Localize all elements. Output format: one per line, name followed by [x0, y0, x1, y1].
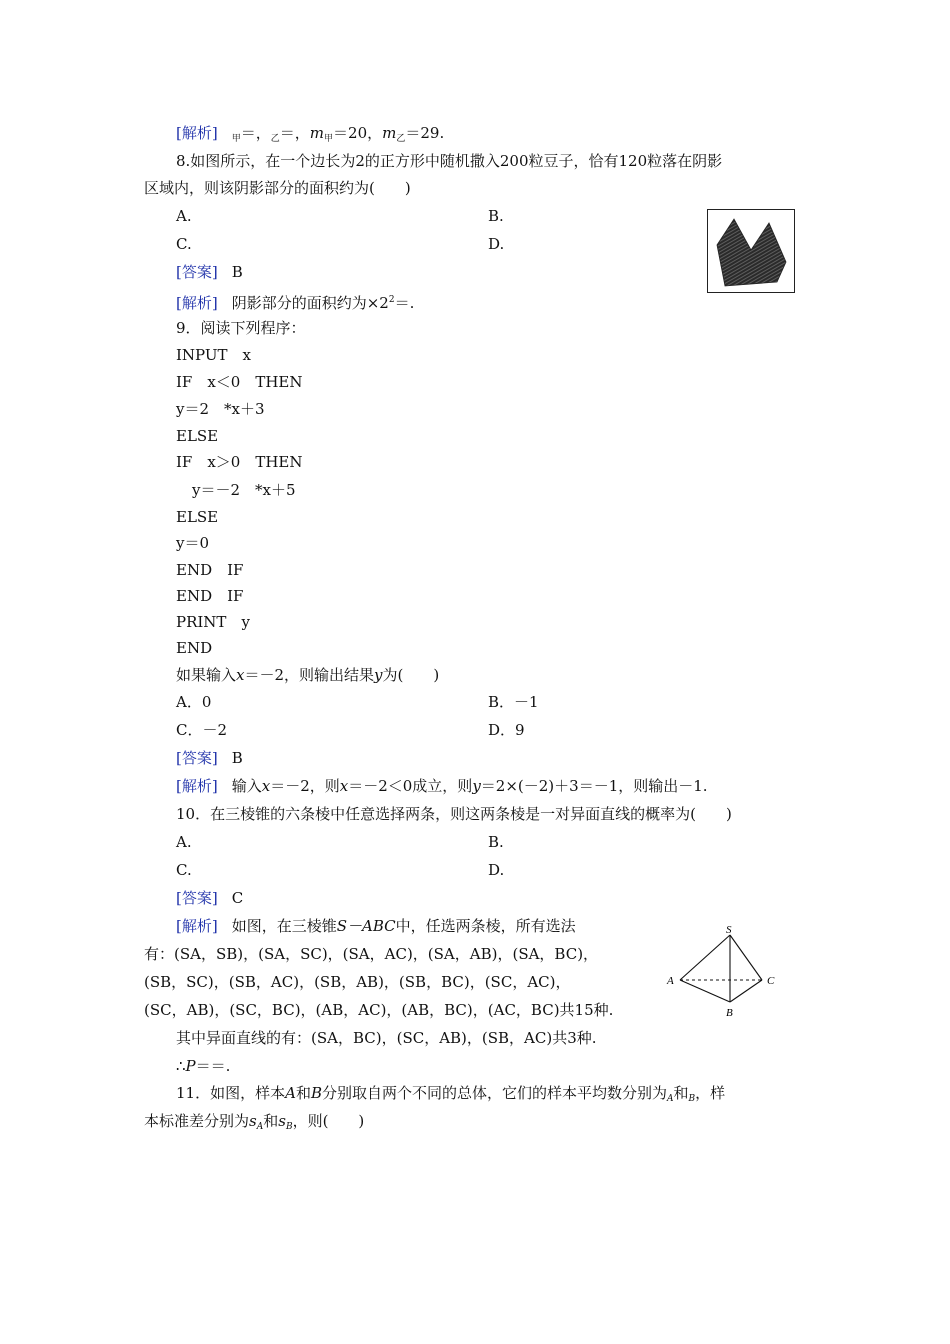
- analysis-tag: [解析]: [176, 124, 218, 142]
- answer-tag: [答案]: [176, 889, 218, 907]
- q11-stem-line2: 本标准差分别为$s_A$和$s_B$，则( ): [144, 1112, 365, 1132]
- q10-analysis-line6: ∴P＝＝.: [176, 1057, 231, 1075]
- code-line: IF x＜0 THEN: [176, 373, 303, 391]
- q8-answer: [答案] B: [176, 263, 243, 281]
- q9-question: 如果输入x＝－2，则输出结果y为( ): [176, 666, 440, 684]
- q10-analysis-line2: 有：(SA，SB)，(SA，SC)，(SA，AC)，(SA，AB)，(SA，BC)，: [144, 945, 599, 963]
- code-line: y＝－2 *x＋5: [192, 481, 296, 499]
- q10-option-b: B.: [488, 833, 504, 851]
- q8-analysis: [解析] 阴影部分的面积约为$\times 2^2=$.: [176, 294, 415, 312]
- q9-analysis: [解析] 输入x＝－2，则x＝－2＜0成立，则y＝2×(－2)＋3＝－1，则输出－1.: [176, 777, 708, 795]
- q9-option-c: C．－2: [176, 721, 228, 739]
- analysis-tag: [解析]: [176, 777, 218, 795]
- pyramid-figure: [662, 920, 782, 1020]
- q10-option-a: A.: [176, 833, 192, 851]
- q10-analysis-line4: (SC，AB)，(SC，BC)，(AB，AC)，(AB，BC)，(AC，BC)共15种.: [144, 1001, 614, 1019]
- q10-answer: [答案] C: [176, 889, 244, 907]
- q10-option-d: D.: [488, 861, 505, 879]
- vertex-label-a: A: [667, 975, 674, 987]
- q10-analysis-line5: 其中异面直线的有：(SA，BC)，(SC，AB)，(SB，AC)共3种.: [176, 1029, 597, 1047]
- code-line: y＝0: [176, 534, 210, 552]
- vertex-label-c: C: [767, 975, 775, 987]
- q11-stem-line1: 11．如图，样本A和B分别取自两个不同的总体，它们的样本平均数分别为$_A$和$_B$，样: [176, 1084, 726, 1104]
- code-line: y＝2 *x＋3: [176, 400, 265, 418]
- vertex-label-b: B: [726, 1007, 733, 1019]
- q10-analysis-line1: [解析] 如图，在三棱锥S－ABC中，任选两条棱，所有选法: [176, 917, 576, 935]
- code-line: ELSE: [176, 427, 219, 445]
- analysis-q7: [解析] $_甲$＝，$_乙$＝，$m_甲=20$，$m_乙=29$.: [176, 124, 445, 144]
- edge-SC: [730, 935, 762, 980]
- q8-option-c: C.: [176, 235, 192, 253]
- q9-option-a: A．0: [176, 693, 212, 711]
- q8-option-a: A.: [176, 207, 192, 225]
- q9-answer: [答案] B: [176, 749, 243, 767]
- edge-SA: [680, 935, 730, 980]
- code-line: END IF: [176, 587, 244, 605]
- edge-BC: [730, 980, 762, 1002]
- q8-option-b: B.: [488, 207, 504, 225]
- q10-analysis-line3: (SB，SC)，(SB，AC)，(SB，AB)，(SB，BC)，(SC，AC)，: [144, 973, 571, 991]
- q10-option-c: C.: [176, 861, 192, 879]
- q8-stem-line1: 8.如图所示，在一个边长为2的正方形中随机撒入200粒豆子，恰有120粒落在阴影: [176, 152, 723, 170]
- analysis-tag: [解析]: [176, 294, 218, 312]
- q10-stem: 10．在三棱锥的六条棱中任意选择两条，则这两条棱是一对异面直线的概率为( ): [176, 805, 732, 823]
- shaded-square-figure: [707, 209, 795, 293]
- analysis-tag: [解析]: [176, 917, 218, 935]
- q9-stem: 9．阅读下列程序：: [176, 319, 306, 337]
- answer-tag: [答案]: [176, 749, 218, 767]
- code-line: END: [176, 639, 213, 657]
- edge-AB: [680, 980, 730, 1002]
- q8-stem-line2: 区域内，则该阴影部分的面积约为( ): [144, 179, 411, 197]
- code-line: ELSE: [176, 508, 219, 526]
- code-line: IF x＞0 THEN: [176, 453, 303, 471]
- code-line: PRINT y: [176, 613, 250, 631]
- q8-option-d: D.: [488, 235, 505, 253]
- q9-option-d: D．9: [488, 721, 525, 739]
- q9-option-b: B．－1: [488, 693, 539, 711]
- code-line: INPUT x: [176, 346, 251, 364]
- code-line: END IF: [176, 561, 244, 579]
- vertex-label-s: S: [726, 924, 732, 936]
- answer-tag: [答案]: [176, 263, 218, 281]
